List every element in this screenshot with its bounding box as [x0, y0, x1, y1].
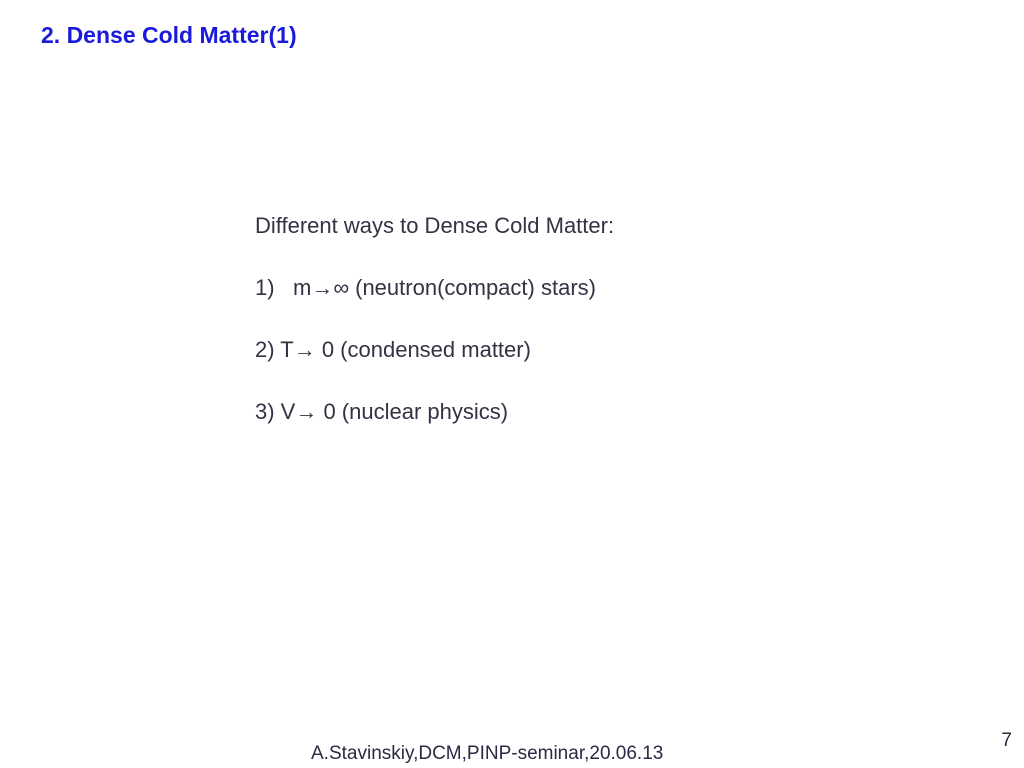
intro-text: Different ways to Dense Cold Matter:	[255, 213, 615, 238]
list-item-number: 1)	[255, 275, 275, 300]
page-number: 7	[1001, 730, 1012, 751]
list-item-text: m→∞ (neutron(compact) stars)	[293, 275, 596, 300]
slide-footer: A.Stavinskiy,DCM,PINP-seminar,20.06.13	[311, 743, 664, 764]
slide-title: 2. Dense Cold Matter(1)	[41, 22, 297, 48]
list-item-3: 3) V→ 0 (nuclear physics)	[255, 399, 509, 424]
list-item-1	[255, 272, 614, 303]
list-item-2: 2) T→ 0 (condensed matter)	[255, 337, 531, 362]
slide-body	[255, 210, 614, 458]
